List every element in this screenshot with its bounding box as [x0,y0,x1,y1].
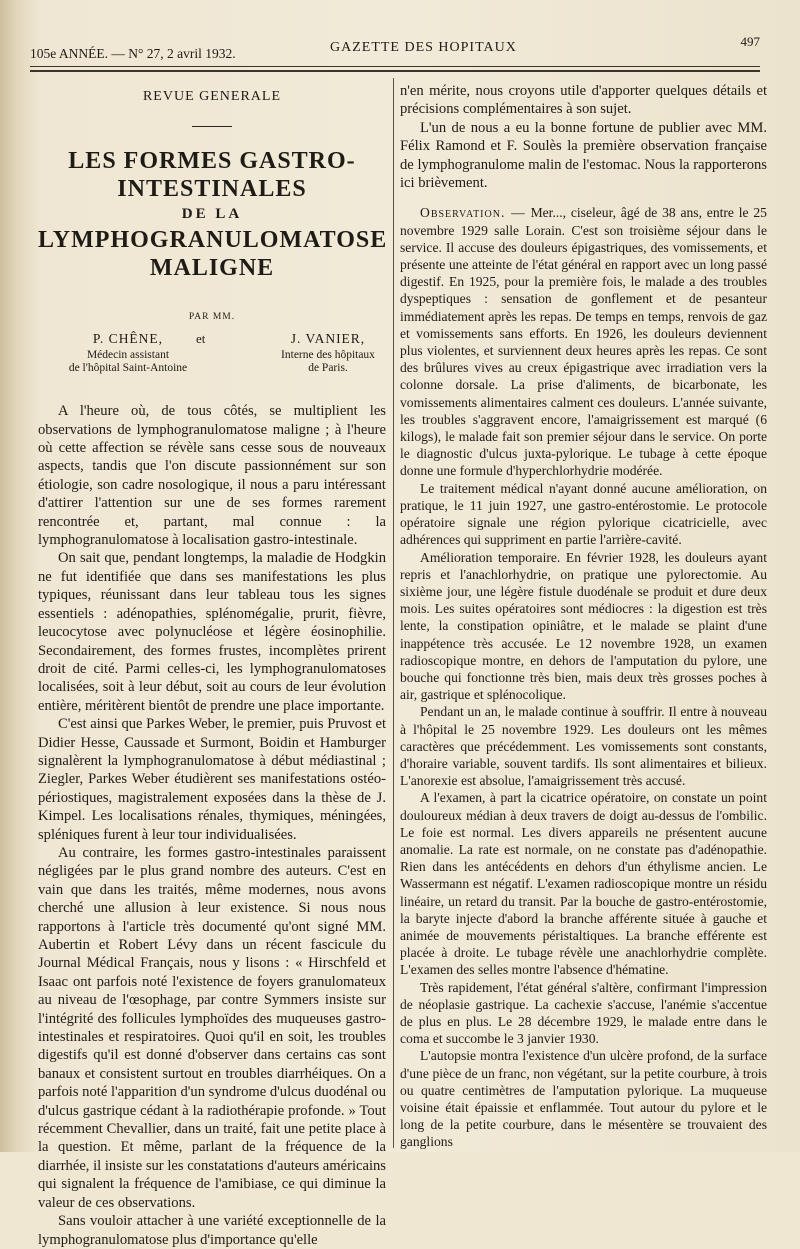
observation-paragraph [400,204,767,479]
author-role: de Paris. [308,361,348,374]
column-divider [393,78,394,1148]
author-chene [48,330,208,374]
author-role: Médecin assistant [86,348,170,361]
running-header [30,34,760,61]
observation-paragraph: Amélioration temporaire. En février 1928, les douleurs ayant repris et l'anachlorhydrie, on pratique une pylorectomie. Au sixième jour, une légère fistule duodénale se produit et dure deux mois. Les suites opératoires sont médiocres : la digestion est très lente, la constipation opiniâtre, et le malade se plaint d'une inappétence très accusée. Le 12 novembre 1928, un examen radioscopique montre, en dehors de l'amputation du pylore, une bouche qui fonctionne très bien, mais deux très grosses poches à air, gastrique et splénocolique. [400,549,767,703]
author-role: de l'hôpital Saint-Antoine [68,361,188,374]
author-name: P. CHÊNE, [92,331,164,347]
left-column [38,82,386,1249]
section-rubric: REVUE GENERALE [142,89,282,104]
paragraph: C'est ainsi que Parkes Weber, le premier, puis Pruvost et Didier Hesse, Caussade et Surmont, Boidin et Hamburger signalèrent la lymphogranulomatose à début médiastinal ; Ziegler, Parkes Weber étudièrent ses manifestations ostéo-périostiques, magistralement exposées dans la thèse de J. Kimpel. Les localisations rénales, thymiques, méningées, spléniques furent à leur tour individualisées. [38,716,386,843]
header-rule-thick [30,70,760,72]
title-separator [192,126,232,127]
observation-paragraph: L'autopsie montra l'existence d'un ulcère profond, de la surface d'une pièce de un franc, non végétant, sur la petite courbure, à trois ou quatre centimètres de l'amputation pylorique. La muqueuse voisine était épaissie et enflammée. Tout autour du pylore et le long de la petite courbure, dans le mésentère se trouvaient des ganglions [400,1048,767,1150]
observation-paragraph: A l'examen, à part la cicatrice opératoire, on constate un point douloureux médian à deux travers de doigt au-dessus de l'ombilic. Le foie est normal. Les divers appareils ne présentent aucune anomalie. La rate est normale, on ne constate pas d'adénopathie. Rien dans les antécédents en dehors d'un éthylisme ancien. Le Wassermann est négatif. L'examen radioscopique montre un résidu linéaire, un retard du transit. Par la bouche de gastro-entérostomie, la baryte injecte d'abord la branche afférente située à gauche et animée de mouvements péristaltiques. La branche efférente est placée à droite. Le tubage révèle une anachlorhydrie complète. L'examen des selles montre l'absence d'hématine. [400,790,767,978]
paragraph: Sans vouloir attacher à une variété exceptionnelle de la lymphogranulomatose plus d'importance qu'elle [38,1213,386,1248]
journal-title: GAZETTE DES HOPITAUX [330,40,517,55]
article-title-line-2: DE LA [181,206,243,223]
paragraph: Au contraire, les formes gastro-intestinales paraissent négligées par le plus grand nombre des auteurs. C'est en vain que dans les traités, même modernes, nous avons cherché une allusion à leur existence. Si nous nous rapportons à l'article très documenté qu'ont signé MM. Aubertin et Robert Lévy dans un récent fascicule du Journal Médical Français, nous y lisons : « Hirschfeld et Isaac ont parfois noté l'existence de foyers granulomateux au niveau de l'œsophage, par contre Symmers insiste sur l'intégrité des follicules lymphoïdes des muqueuses gastro-intestinales et respiratoires. Quoi qu'il en soit, les troubles digestifs qu'il est donné d'observer dans certains cas sont banaux et consistent surtout en troubles diarrhéiques. On a parfois noté l'apparition d'un syndrome d'ulcus duodénal ou d'ulcus gastrique cédant à la radiothérapie profonde. » Tout récemment Chevallier, dans un traité, fait une petite place à la question. Et même, parlant de la fréquence de la diarrhée, il insiste sur les constatations d'auteurs américains qui signalent la fréquence de l'amibiase, ce qui diminue la valeur de ces observations. [38,844,386,1211]
right-column [400,82,767,1151]
author-conjunction: et [196,331,206,347]
issue-info: 105e ANNÉE. — N° 27, 2 avril 1932. [30,46,236,61]
paragraph: On sait que, pendant longtemps, la maladie de Hodgkin ne fut identifiée que dans ses manifestations les plus typiques, réunissant dans leur tableau tous les signes essentiels : adénopathies, splénomégalie, prurit, fièvre, leucocytose avec polynucléose et légère éosinophilie. Secondairement, des formes frustes, incomplètes prirent droit de cité. Parmi celles-ci, les lymphogranulomatoses localisées, soit à leur début, soit au cours de leur évolution entière, méritèrent bientôt de prendre une place importante. [38,550,386,714]
author-vanier [258,330,398,374]
observation-text: Mer..., ciseleur, âgé de 38 ans, entre le 25 novembre 1929 salle Lorain. C'est son troisième séjour dans le service. Il accuse des douleurs épigastriques, des vomissements, et présente une atteinte de l'état général en rapport avec un long passé digestif. En 1925, pour la première fois, le malade a des troubles dyspeptiques : sensation de gonflement et de pesanteur immédiatement après les repas. De temps en temps, renvois de gaz et vomissements sans efforts. En 1926, les douleurs deviennent plus violentes, et surviennent deux heures après les repas. Ce sont des brûlures vives au creux épigastrique avec irradiation vers la colonne dorsale. La prise d'aliments, de bicarbonate, les vomissements alimentaires calment ces douleurs. L'année suivante, les troubles s'aggravent encore, l'amaigrissement est marqué (6 kilogs), le malade fait son premier séjour dans le service. On porte le diagnostic d'ulcus juxta-pylorique. Le tubage à cette époque donne une formule d'hyperchlorhydrie modérée. [400,205,767,479]
article-title-line-3: LYMPHOGRANULOMATOSE MALIGNE [38,226,388,281]
paragraph: n'en mérite, nous croyons utile d'apporter quelques détails et précisions complémentaires à son sujet. [400,83,767,118]
observation-paragraph: Très rapidement, l'état général s'altère, confirmant l'impression de néoplasie gastrique. La cachexie s'accuse, l'anémie s'accentue de plus en plus. Le 28 décembre 1929, le malade entre dans le coma et succombe le 3 janvier 1930. [400,979,767,1047]
authors-block [38,330,386,388]
observation-block [400,204,767,1150]
observation-paragraph: Le traitement médical n'ayant donné aucune amélioration, on pratique, le 11 juin 1927, une gastro-entérostomie. Le protocole opératoire signale une région pylorique cicatricielle, avec adhérences qui suppriment en partie l'arrière-cavité. [400,480,767,548]
author-role: Interne des hôpitaux [281,348,375,361]
header-rule [30,66,760,67]
observation-heading: Observation. — [420,205,526,221]
article-title-line-1: LES FORMES GASTRO-INTESTINALES [68,148,356,203]
observation-paragraph: Pendant un an, le malade continue à souffrir. Il entre à nouveau à l'hôpital le 25 novembre 1929. Les douleurs ont les mêmes caractères que précédemment. Les vomissements sont constants, d'horaire variable, souvent tardifs. Ils sont alimentaires et bilieux. L'anorexie est absolue, l'amaigrissement très accusé. [400,704,767,789]
paragraph: A l'heure où, de tous côtés, se multiplient les observations de lymphogranulomatose maligne ; à l'heure où cette affection se révèle sans cesse sous de nouveaux aspects, tandis que l'on discute passionnément sur son étiologie, son cadre nosologique, il nous a paru intéressant d'attirer l'attention sur une de ses formes rarement rencontrée et, partant, mal connue : la lymphogranulomatose à localisation gastro-intestinale. [38,403,386,549]
paragraph: L'un de nous a eu la bonne fortune de publier avec MM. Félix Ramond et F. Soulès la première observation française de lymphogranulome malin de l'estomac. Nous la rapporterons ici brièvement. [400,119,767,192]
page-number: 497 [740,34,760,49]
byline-par: PAR MM. [188,311,236,322]
author-name: J. VANIER, [290,331,366,347]
